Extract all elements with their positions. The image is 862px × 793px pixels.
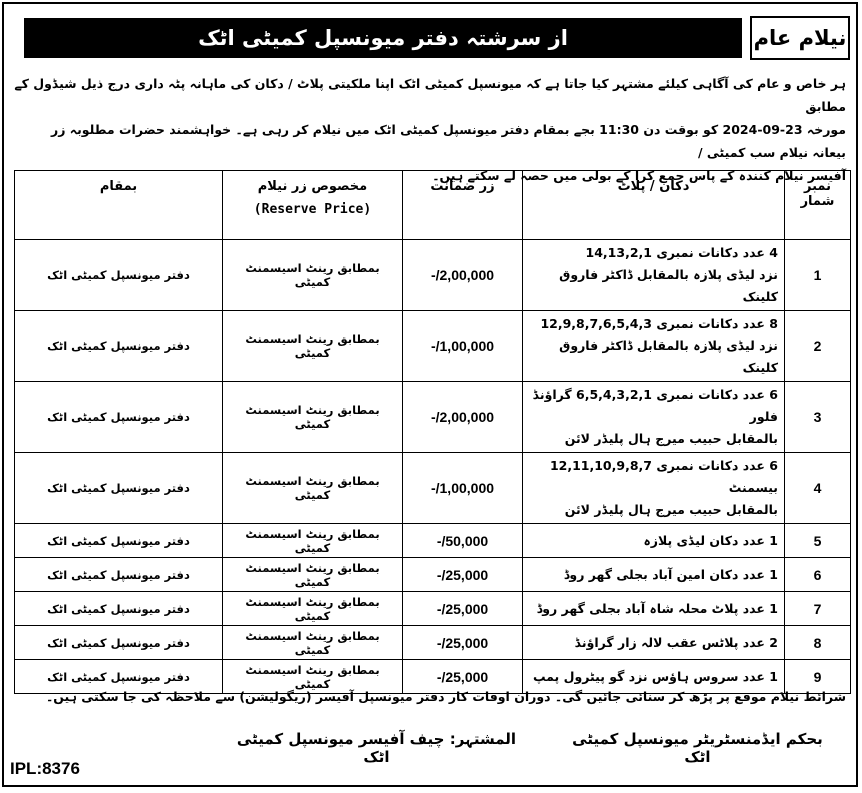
- row-shop: [523, 382, 785, 453]
- row-serial: 6: [785, 558, 851, 592]
- row-serial: 3: [785, 382, 851, 453]
- row-serial: 8: [785, 626, 851, 660]
- row-deposit: -/50,000: [403, 524, 523, 558]
- row-shop: [523, 311, 785, 382]
- row-serial: 2: [785, 311, 851, 382]
- row-deposit: -/2,00,000: [403, 382, 523, 453]
- row-reserve: بمطابق رینٹ اسیسمنٹ کمیٹی: [223, 626, 403, 660]
- header-serial: نمبر شمار: [785, 171, 851, 240]
- row-shop-line-2: نزد لیڈی پلازہ بالمقابل ڈاکٹر فاروق کلینک: [559, 338, 778, 375]
- row-shop-line-2: بالمقابل حبیب میرج ہال پلیڈر لائن: [564, 431, 778, 446]
- row-serial: 4: [785, 453, 851, 524]
- notice-title-banner: از سرشتہ دفتر میونسپل کمیٹی اٹک: [24, 18, 742, 58]
- table-row: [15, 240, 851, 311]
- footer-administrator: بحکم ایڈمنسٹریٹر میونسپل کمیٹی اٹک: [572, 730, 823, 766]
- row-reserve: بمطابق رینٹ اسیسمنٹ کمیٹی: [223, 660, 403, 694]
- row-location: دفتر میونسپل کمیٹی اٹک: [15, 453, 223, 524]
- ipl-code: IPL:8376: [10, 759, 80, 778]
- row-shop-line-1: 8 عدد دکانات نمبری 12,9,8,7,6,5,4,3: [540, 316, 778, 331]
- row-location: دفتر میونسپل کمیٹی اٹک: [15, 524, 223, 558]
- footer-chief-officer: المشتہر: چیف آفیسر میونسپل کمیٹی اٹک: [236, 730, 517, 766]
- table-row: [15, 558, 851, 592]
- row-serial: 5: [785, 524, 851, 558]
- table-row: [15, 592, 851, 626]
- row-serial: 9: [785, 660, 851, 694]
- table-body: [15, 240, 851, 694]
- table-row: [15, 453, 851, 524]
- row-shop: [523, 453, 785, 524]
- table-row: [15, 626, 851, 660]
- row-location: دفتر میونسپل کمیٹی اٹک: [15, 660, 223, 694]
- row-shop-line-1: 4 عدد دکانات نمبری 14,13,2,1: [585, 245, 778, 260]
- row-reserve: بمطابق رینٹ اسیسمنٹ کمیٹی: [223, 240, 403, 311]
- newspaper-notice: [2, 2, 858, 787]
- row-deposit: -/1,00,000: [403, 311, 523, 382]
- row-location: دفتر میونسپل کمیٹی اٹک: [15, 592, 223, 626]
- intro-line-1: ہر خاص و عام کی آگاہی کیلئے مشتہر کیا جاتا ہے کہ میونسپل کمیٹی اٹک اپنا ملکیتی پلاٹ / دکان کی ماہانہ پٹہ داری درج ذیل شیڈول کے مطابق: [14, 76, 846, 114]
- terms-note: شرائط نیلام موقع پر پڑھ کر سنائی جائیں گی۔ دوران اوقات کار دفتر میونسپل آفیسر (ریگولیشن) سے ملاحظہ کی جا سکتی ہیں۔: [45, 689, 846, 704]
- row-shop-line-2: نزد لیڈی پلازہ بالمقابل ڈاکٹر فاروق کلینک: [559, 267, 778, 304]
- header-shop: دکان / پلاٹ: [523, 171, 785, 240]
- row-deposit: -/25,000: [403, 660, 523, 694]
- intro-line-2: مورخہ 23-09-2024 کو بوقت دن 11:30 بجے بمقام دفتر میونسپل کمیٹی اٹک میں نیلام کر رہی ہے۔ خواہشمند حضرات مطلوبہ زر بیعانہ نیلام سب کمیٹی /: [51, 122, 846, 160]
- signature-footer: [224, 730, 836, 766]
- row-reserve: بمطابق رینٹ اسیسمنٹ کمیٹی: [223, 592, 403, 626]
- row-deposit: -/2,00,000: [403, 240, 523, 311]
- header-location: بمقام: [15, 171, 223, 240]
- intro-line-3: آفیسر نیلام کنندہ کے پاس جمع کرا کے بولی میں حصہ لے سکتے ہیں۔: [432, 168, 846, 183]
- row-location: دفتر میونسپل کمیٹی اٹک: [15, 240, 223, 311]
- row-shop: 2 عدد پلاٹس عقب لالہ زار گراؤنڈ: [523, 626, 785, 660]
- header-deposit: زر ضمانت: [403, 171, 523, 240]
- row-deposit: -/25,000: [403, 592, 523, 626]
- row-serial: 7: [785, 592, 851, 626]
- notice-type-tag: نیلام عام: [750, 16, 850, 60]
- table-row: [15, 524, 851, 558]
- row-serial: 1: [785, 240, 851, 311]
- row-shop: 1 عدد دکان لیڈی پلازہ: [523, 524, 785, 558]
- row-shop-line-1: 6 عدد دکانات نمبری 6,5,4,3,2,1 گراؤنڈ فلور: [532, 387, 778, 424]
- row-shop: 1 عدد دکان امین آباد بجلی گھر روڈ: [523, 558, 785, 592]
- row-shop: [523, 240, 785, 311]
- row-deposit: -/25,000: [403, 558, 523, 592]
- row-location: دفتر میونسپل کمیٹی اٹک: [15, 311, 223, 382]
- row-reserve: بمطابق رینٹ اسیسمنٹ کمیٹی: [223, 453, 403, 524]
- row-location: دفتر میونسپل کمیٹی اٹک: [15, 626, 223, 660]
- row-shop-line-2: بالمقابل حبیب میرج ہال پلیڈر لائن: [564, 502, 778, 517]
- header-reserve-urdu: مخصوص زر نیلام: [257, 179, 368, 194]
- table-header-row: [15, 171, 851, 240]
- row-location: دفتر میونسپل کمیٹی اٹک: [15, 558, 223, 592]
- row-reserve: بمطابق رینٹ اسیسمنٹ کمیٹی: [223, 558, 403, 592]
- table-row: [15, 382, 851, 453]
- header-reserve-english: (Reserve Price): [253, 202, 372, 217]
- table-row: [15, 311, 851, 382]
- row-reserve: بمطابق رینٹ اسیسمنٹ کمیٹی: [223, 382, 403, 453]
- notice-header: [24, 14, 850, 62]
- row-deposit: -/25,000: [403, 626, 523, 660]
- row-deposit: -/1,00,000: [403, 453, 523, 524]
- row-reserve: بمطابق رینٹ اسیسمنٹ کمیٹی: [223, 311, 403, 382]
- row-shop-line-1: 6 عدد دکانات نمبری 12,11,10,9,8,7 بیسمنٹ: [549, 458, 778, 495]
- row-reserve: بمطابق رینٹ اسیسمنٹ کمیٹی: [223, 524, 403, 558]
- row-shop: 1 عدد پلاٹ محلہ شاہ آباد بجلی گھر روڈ: [523, 592, 785, 626]
- row-location: دفتر میونسپل کمیٹی اٹک: [15, 382, 223, 453]
- row-shop: 1 عدد سروس ہاؤس نزد گو پیٹرول پمپ: [523, 660, 785, 694]
- auction-schedule-table: [14, 170, 851, 694]
- header-reserve: [223, 171, 403, 240]
